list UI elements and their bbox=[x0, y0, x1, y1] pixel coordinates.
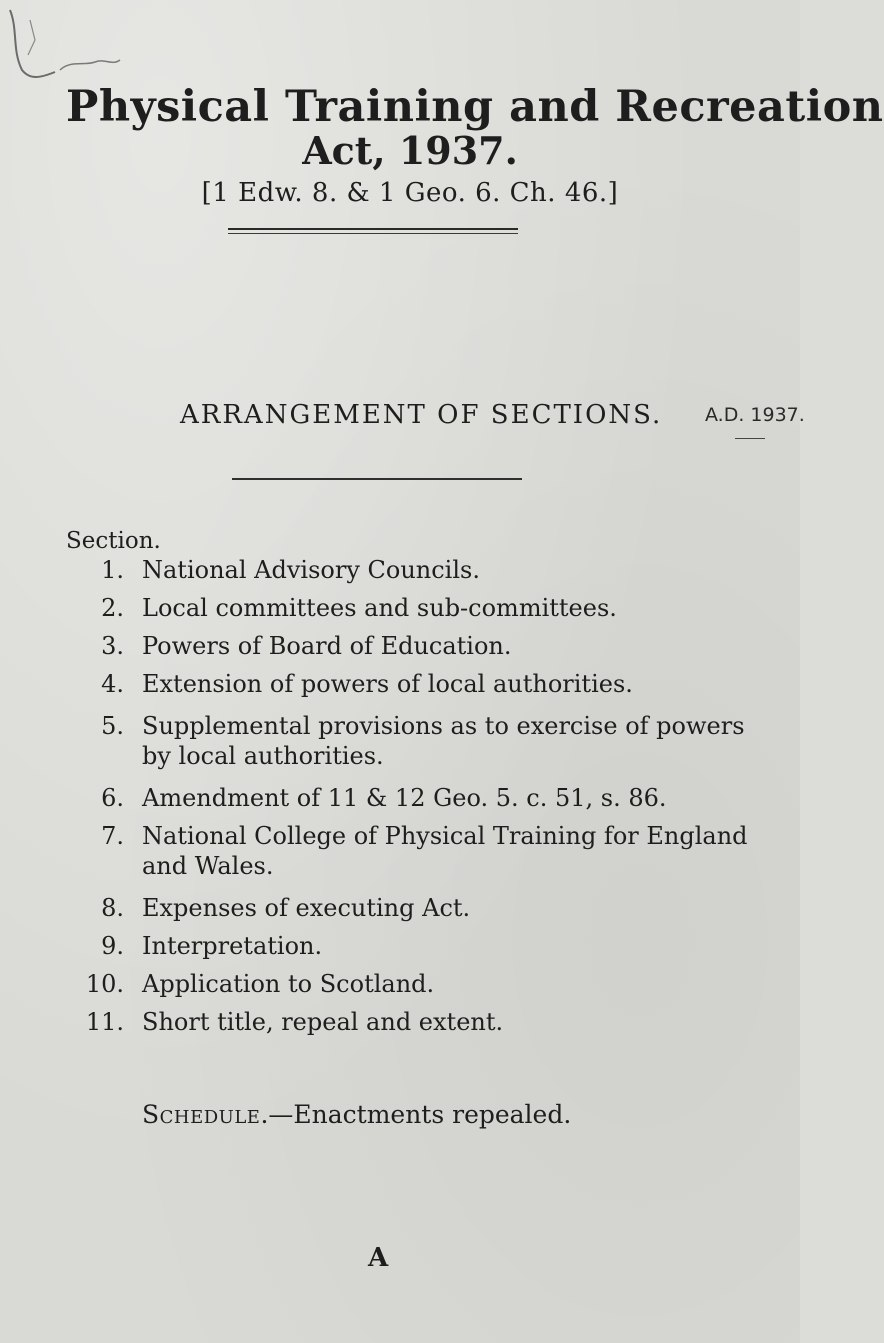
margin-note-rule bbox=[735, 438, 765, 439]
section-number: 2. bbox=[101, 594, 124, 622]
section-entry bbox=[66, 1007, 766, 1037]
act-title: Physical Training and Recreation bbox=[66, 82, 884, 132]
title-divider-thin bbox=[228, 233, 518, 234]
section-title: Short title, repeal and extent. bbox=[142, 1008, 504, 1036]
page-signature-mark: A bbox=[368, 1243, 389, 1273]
schedule-label: Schedule bbox=[142, 1100, 261, 1129]
act-year: Act, 1937. bbox=[302, 128, 518, 173]
section-entry bbox=[66, 711, 766, 771]
corner-ink-mark bbox=[0, 0, 140, 95]
section-title: Interpretation. bbox=[142, 932, 323, 960]
section-title: National Advisory Councils. bbox=[142, 556, 480, 584]
schedule-entry bbox=[142, 1100, 571, 1129]
section-number: 7. bbox=[101, 822, 124, 850]
heading-divider bbox=[232, 478, 522, 480]
section-number: 3. bbox=[101, 632, 124, 660]
section-title: Supplemental provisions as to exercise of powers by local authorities. bbox=[142, 712, 745, 770]
section-title: Extension of powers of local authorities. bbox=[142, 670, 633, 698]
section-entry bbox=[66, 969, 766, 999]
section-number: 10. bbox=[85, 970, 124, 998]
act-citation: [1 Edw. 8. & 1 Geo. 6. Ch. 46.] bbox=[201, 178, 619, 208]
section-entry bbox=[66, 893, 766, 923]
section-entry bbox=[66, 555, 766, 585]
section-number: 8. bbox=[101, 894, 124, 922]
section-list bbox=[66, 555, 766, 1037]
section-number: 6. bbox=[101, 784, 124, 812]
section-entry bbox=[66, 593, 766, 623]
margin-year-note: A.D. 1937. bbox=[705, 404, 805, 426]
section-entry bbox=[66, 669, 766, 699]
section-entry bbox=[66, 821, 766, 881]
section-entry bbox=[66, 631, 766, 661]
arrangement-heading: ARRANGEMENT OF SECTIONS. bbox=[180, 400, 663, 430]
section-title: Powers of Board of Education. bbox=[142, 632, 512, 660]
section-number: 5. bbox=[101, 712, 124, 740]
section-number: 4. bbox=[101, 670, 124, 698]
schedule-text: .—Enactments repealed. bbox=[260, 1100, 572, 1129]
section-number: 9. bbox=[101, 932, 124, 960]
section-title: Local committees and sub-committees. bbox=[142, 594, 617, 622]
section-title: Application to Scotland. bbox=[142, 970, 435, 998]
section-entry bbox=[66, 931, 766, 961]
section-entry bbox=[66, 783, 766, 813]
section-title: Expenses of executing Act. bbox=[142, 894, 471, 922]
title-divider bbox=[228, 228, 518, 230]
section-number: 1. bbox=[101, 556, 124, 584]
section-title: Amendment of 11 & 12 Geo. 5. c. 51, s. 86. bbox=[142, 784, 667, 812]
section-column-caption: Section. bbox=[66, 528, 161, 554]
section-title: National College of Physical Training for England and Wales. bbox=[142, 822, 748, 880]
section-number: 11. bbox=[85, 1008, 124, 1036]
